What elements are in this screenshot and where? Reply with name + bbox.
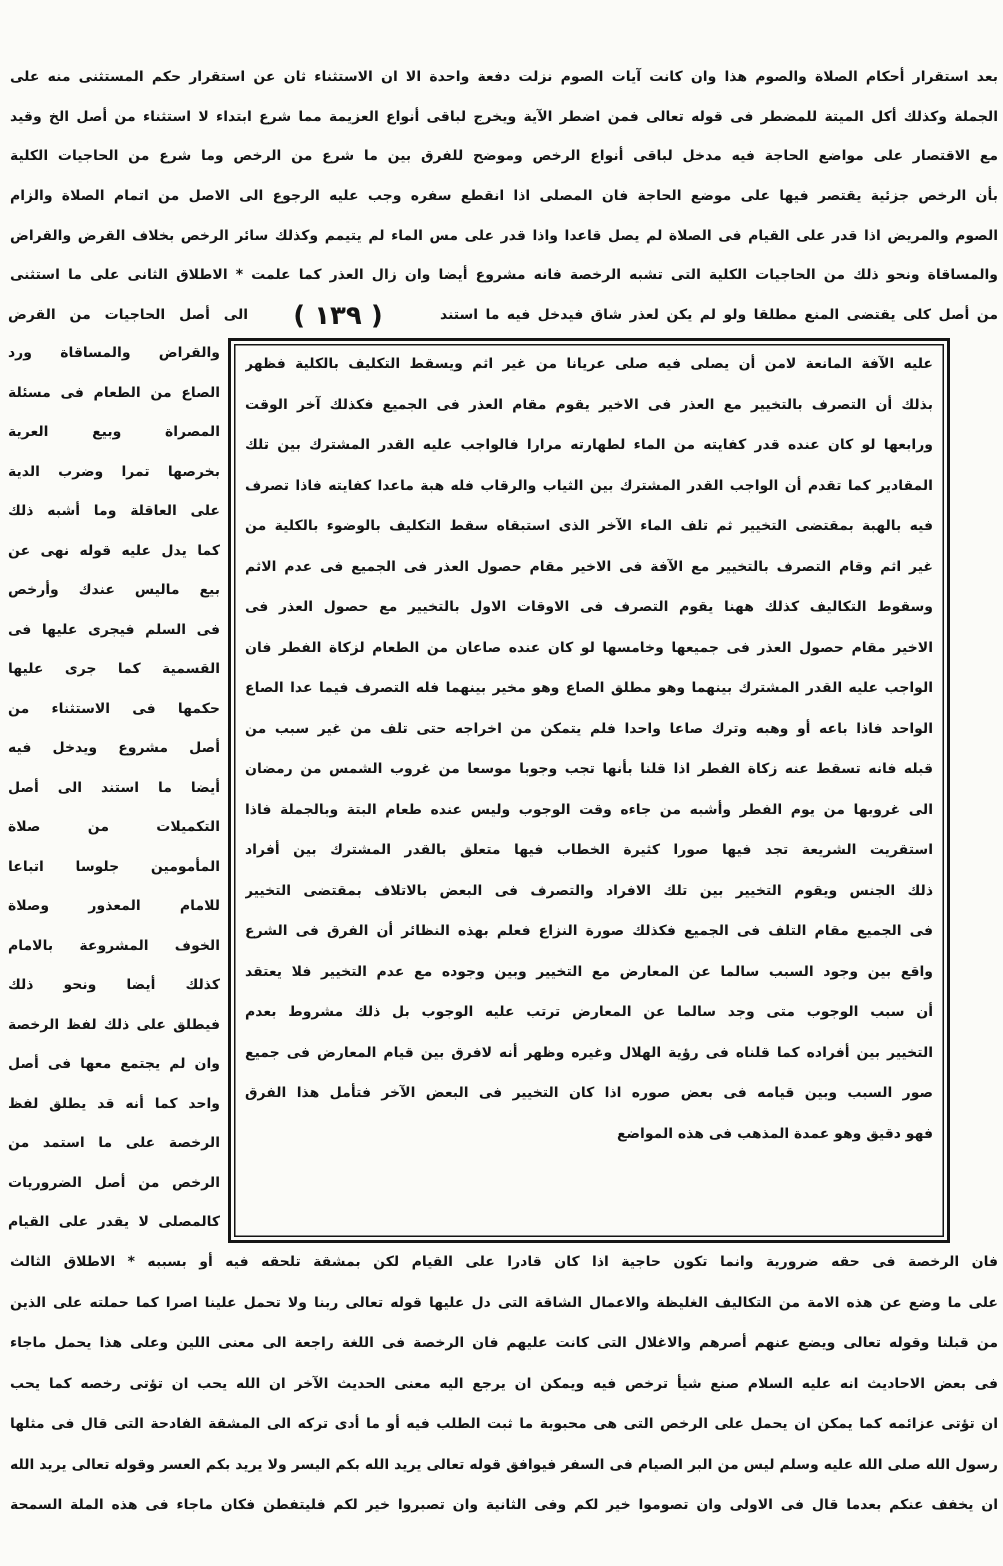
main-text-line: بأن الرخص جزئية يقتصر فيها على موضع الحاجة فان المصلى اذا انقطع سفره وجب عليه الرجوع الى الاصل من اتمام الصلاة والزام <box>10 188 998 205</box>
commentary-line: فى الجميع مقام التلف فى الجميع فكذلك صورة النزاع فعلم بهذه النظائر أن الفرق فى الشرع <box>245 923 933 939</box>
commentary-line: وسقوط التكاليف كذلك ههنا يقوم التصرف فى الاوقات الاول بالتخيير مع حصول العذر فى <box>245 599 933 615</box>
commentary-line: الاخير مقام حصول العذر فى جميعها وخامسها لو كان عنده صاعان من الطعام لزكاة الفطر فان <box>245 639 933 656</box>
side-column-line: التكميلات من صلاة <box>8 819 220 835</box>
side-column-line: الخوف المشروعة بالامام <box>8 937 220 954</box>
main-text-line: فان الرخصة فى حقه ضرورية وانما تكون حاجية اذا كان قادرا على القيام لكن بمشقة تلحقه فيه أو بسببه * الاطلاق الثالث <box>10 1254 998 1270</box>
commentary-line: ذلك الجنس ويقوم التخيير بين تلك الافراد والتصرف فى البعض بالاتلاف بمقتضى التخيير <box>245 882 933 899</box>
side-column-line: المصراة وبيع العرية <box>8 424 220 440</box>
side-column-line: فيطلق على ذلك لفظ الرخصة <box>8 1016 220 1033</box>
side-column-line: أيضا ما استند الى أصل <box>8 779 220 796</box>
side-column-line: على العاقلة وما أشبه ذلك <box>8 503 220 519</box>
side-column-line: للامام المعذور وصلاة <box>8 898 220 914</box>
side-column-line: بيع ماليس عندك وأرخص <box>8 582 220 598</box>
main-text-line: بعد استقرار أحكام الصلاة والصوم هذا وان كانت آيات الصوم نزلت دفعة واحدة الا ان الاستثناء ثان عن استقرار حكم المستثنى منه على <box>10 69 998 85</box>
commentary-line: المقادير كما تقدم أن الواجب القدر المشترك بين الثياب والرقاب فله هبة ماعدا كفايته فاذا تصرف <box>245 477 933 494</box>
side-column-line: كذلك أيضا ونحو ذلك <box>8 977 220 993</box>
commentary-line: استقريت الشريعة تجد فيها صورا كثيرة الخطاب فيها متعلق بالقدر المشترك بين أفراد <box>245 842 933 858</box>
main-text-bottom <box>10 1242 998 1526</box>
side-column-line: المأمومين جلوسا اتباعا <box>8 858 220 875</box>
commentary-line: ورابعها لو كان عنده قدر كفايته من الماء لطهارته مرارا فالواجب عليه القدر المشترك بين تلك <box>245 437 933 453</box>
page-number: ( ١٣٩ ) <box>293 301 383 331</box>
commentary-line: فيه بالهبة بمقتضى التخيير ثم تلف الماء الآخر الذى استبقاه سقط التكليف بالوضوء بالكلية من <box>245 518 933 534</box>
commentary-line: فهو دقيق وهو عمدة المذهب فى هذه المواضع <box>616 1125 933 1142</box>
main-text-line: ان يخفف عنكم بعدما قال فى الاولى وان تصوموا خير لكم وفى الثانية وان تصبروا خير لكم فليتفطن فكان ماجاء فى هذه الملة السمحة <box>10 1497 998 1513</box>
commentary-line: واقع بين وجود السبب سالما عن المعارض مع التخيير وبين وجوده مع عدم التخيير فلا يعتقد <box>245 963 933 980</box>
side-column <box>8 334 220 1243</box>
side-column-line: كما يدل عليه قوله نهى عن <box>8 542 220 559</box>
side-column-line: كالمصلى لا يقدر على القيام <box>8 1214 220 1230</box>
main-text-line: مع الاقتصار على مواضع الحاجة فيه مدخل لباقى أنواع الرخص وموضح للفرق بين ما شرع من الرخص وما شرع من الحاجيات الكلية <box>10 148 998 165</box>
main-text-line: من قبلنا وقوله تعالى ويضع عنهم أصرهم والاغلال التى كانت عليهم فان الرخصة فى اللغة راجعة الى معنى اللين وعلى هذا يحمل ماجاء <box>10 1335 998 1351</box>
commentary-line: عليه الآفة المانعة لامن أن يصلى فيه صلى عريانا من غير اثم ويسقط التكليف بالكلية فظهر <box>245 356 933 372</box>
side-column-line: القسمية كما جرى عليها <box>8 661 220 677</box>
side-column-line: واحد كما أنه قد يطلق لفظ <box>8 1095 220 1112</box>
side-column-line: والقراض والمساقاة ورد <box>8 345 220 361</box>
side-column-line: الرخصة على ما استمد من <box>8 1135 220 1151</box>
side-column-line: فى السلم فيجرى عليها فى <box>8 621 220 638</box>
commentary-line: التخيير بين أفراده كما قلناه فى رؤية الهلال وغيره وظهر أنه لافرق بين قيام المعارض فى جميع <box>245 1044 933 1061</box>
side-column-line: الصاع من الطعام فى مسئلة <box>8 384 220 401</box>
main-text-line: والمساقاة ونحو ذلك من الحاجيات الكلية التى تشبه الرخصة فانه مشروع أيضا وان زال العذر كما علمت * الاطلاق الثانى على ما استثنى <box>10 267 998 284</box>
page-number-row <box>0 296 1003 336</box>
commentary-line: الواحد فاذا باعه أو وهبه وترك صاعا واحدا فلم يتمكن من اخراجه حتى تلف من غير سبب من <box>245 720 933 737</box>
commentary-text <box>245 344 933 1154</box>
commentary-line: أن سبب الوجوب متى وجد سالما عن المعارض ترتب عليه الوجوب بل ذلك مشروط بعدم <box>245 1004 933 1020</box>
side-column-line: وان لم يجتمع معها فى أصل <box>8 1056 220 1072</box>
main-text-line: ان تؤتى عزائمه كما يمكن ان يحمل على الرخص التى هى محبوبة ما ثبت الطلب فيه أو ما أدى تركه الى المشقة الفادحة التى قال فى مثلها <box>10 1416 998 1432</box>
main-text-line: على ما وضع عن هذه الامة من التكاليف الغليظة والاعمال الشاقة التى دل عليها قوله تعالى ربنا ولا تحمل علينا اصرا كما حملته على الذين <box>10 1294 998 1311</box>
commentary-line: بذلك أن التصرف بالتخيير مع العذر فى الاخير يقوم مقام العذر فى الجميع فكذلك آخر الوقت <box>245 396 933 413</box>
commentary-line: غير اثم وقام التصرف بالتخيير مع الآفة فى الاخير مقام حصول العذر فى الجميع فى عدم الاثم <box>245 558 933 575</box>
commentary-line: الى غروبها من يوم الفطر وأشبه من جاءه وقت الوجوب وليس عنده طعام البتة وبالجملة فاذا <box>245 801 933 818</box>
commentary-line: قبله فانه تسقط عنه زكاة الفطر اذا قلنا بأنها تجب وجوبا موسعا من غروب الشمس من رمضان <box>245 761 933 777</box>
side-column-line: حكمها فى الاستثناء من <box>8 700 220 717</box>
side-column-line: أصل مشروع ويدخل فيه <box>8 740 220 756</box>
side-column-line: الى أصل الحاجيات من القرض <box>8 307 248 323</box>
main-text-line: فى بعض الاحاديث انه عليه السلام صنع شيأ ترخص فيه ويمكن ان يرجع اليه معنى الحديث الآخر ان الله يحب ان تؤتى رخصه كما يحب <box>10 1375 998 1392</box>
commentary-line: صور السبب وبين قيامه فى بعض صوره اذا كان التخيير فى البعض الآخر فتأمل هذا الفرق <box>245 1085 933 1101</box>
commentary-box <box>228 338 950 1243</box>
side-column-line: الرخص من أصل الضروريات <box>8 1174 220 1191</box>
main-text-top <box>10 58 998 296</box>
main-text-line: الصوم والمريض اذا قدر على القيام فى الصلاة لم يصل قاعدا واذا قدر على مس الماء لم يتيمم وكذلك سائر الرخص بخلاف القرض والقراض <box>10 227 998 244</box>
side-column-line: بخرصها تمرا وضرب الدية <box>8 463 220 480</box>
main-text-line: الجملة وكذلك أكل الميتة للمضطر فى قوله تعالى فمن اضطر الآية ويخرج لباقى أنواع العزيمة مما شرع ابتداء لا استثناء من أصل الخ وقيد <box>10 108 998 125</box>
main-text-line: رسول الله صلى الله عليه وسلم ليس من البر الصيام فى السفر فيوافق قوله تعالى يريد الله بكم اليسر ولا يريد بكم العسر وقوله تعالى يريد الله <box>10 1456 998 1473</box>
main-text-line: من أصل كلى يقتضى المنع مطلقا ولو لم يكن لعذر شاق فيدخل فيه ما استند <box>440 307 998 323</box>
commentary-line: الواجب عليه القدر المشترك بينهما وهو مطلق الصاع وهو مخير بينهما فله التصرف فيما عدا الصاع <box>245 680 933 696</box>
